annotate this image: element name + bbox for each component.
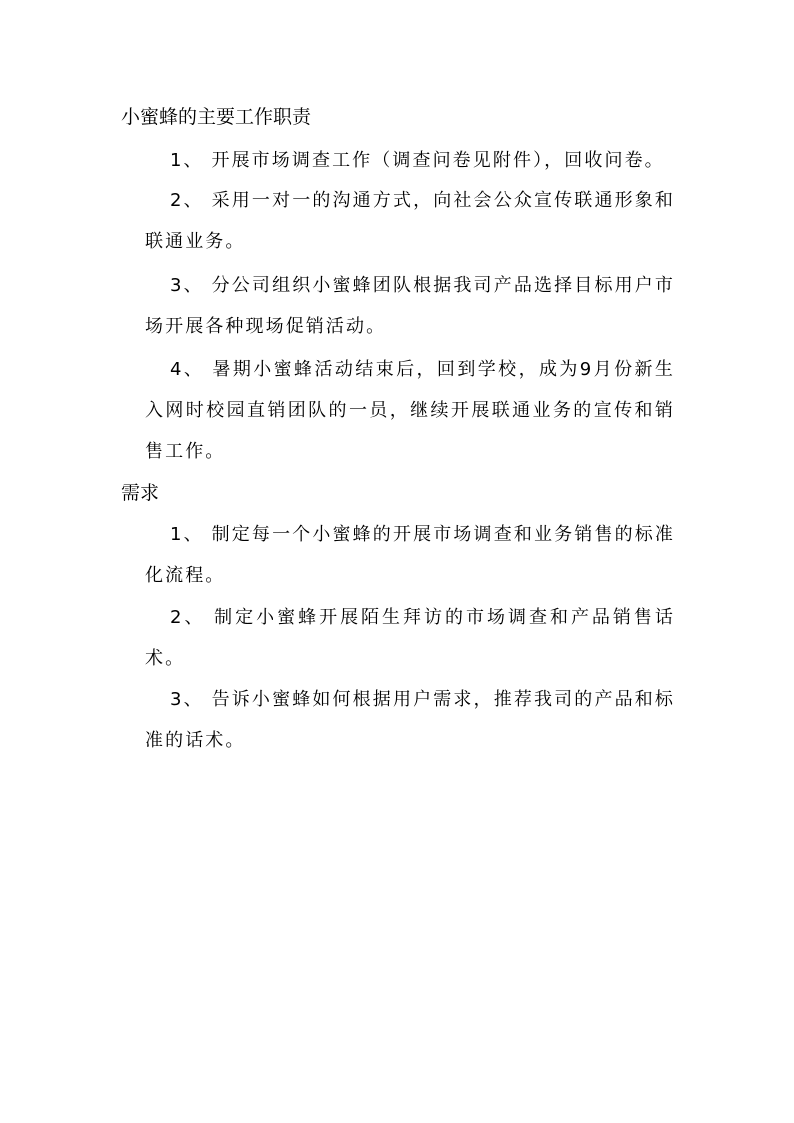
requirement-item-2: 2、 制定小蜜蜂开展陌生拜访的市场调查和产品销售话术。 bbox=[145, 607, 675, 669]
duty-item-3: 3、 分公司组织小蜜蜂团队根据我司产品选择目标用户市场开展各种现场促销活动。 bbox=[145, 275, 675, 337]
section-title-requirements: 需求 bbox=[121, 482, 160, 504]
requirement-item-3: 3、 告诉小蜜蜂如何根据用户需求，推荐我司的产品和标准的话术。 bbox=[145, 689, 675, 751]
requirement-item-1: 1、 制定每一个小蜜蜂的开展市场调查和业务销售的标准化流程。 bbox=[145, 524, 675, 586]
duty-item-2: 2、 采用一对一的沟通方式，向社会公众宣传联通形象和联通业务。 bbox=[145, 190, 675, 252]
duty-item-4: 4、 暑期小蜜蜂活动结束后，回到学校，成为9月份新生入网时校园直销团队的一员，继续开展联通业务的宣传和销售工作。 bbox=[145, 359, 675, 462]
section-title-duties: 小蜜蜂的主要工作职责 bbox=[121, 106, 312, 128]
duty-item-1: 1、 开展市场调查工作（调查问卷见附件），回收问卷。 bbox=[170, 150, 665, 171]
